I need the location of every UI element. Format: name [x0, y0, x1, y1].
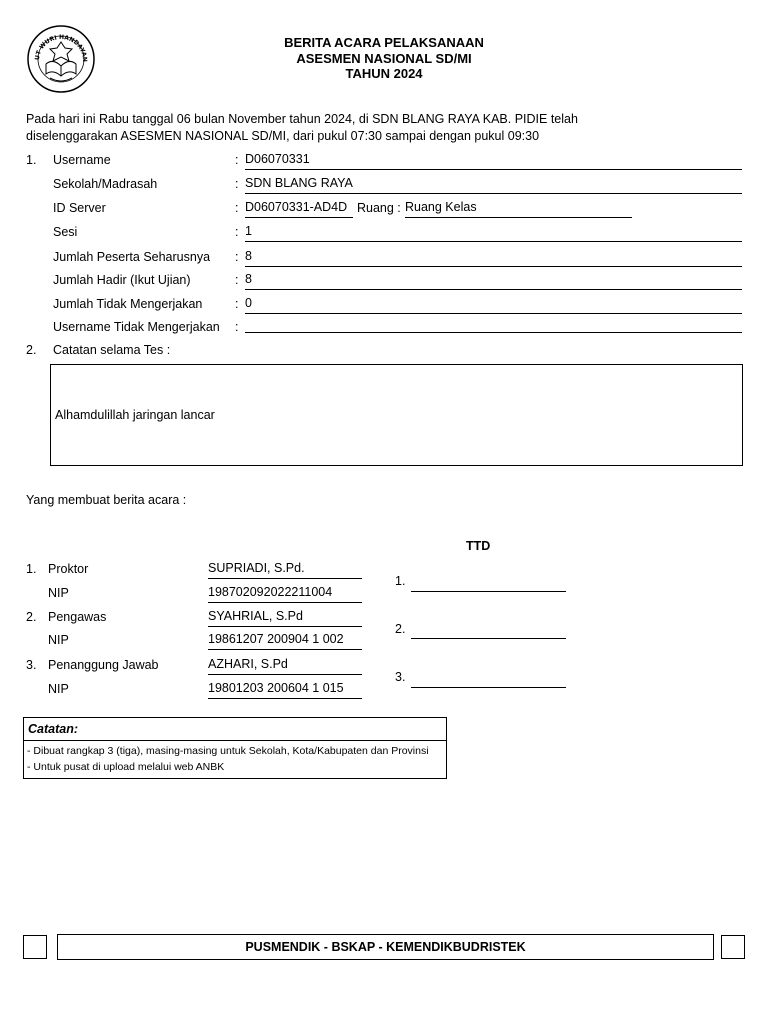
signer-3-nip-label: NIP [48, 682, 69, 696]
colon: : [235, 201, 239, 215]
label-id-server: ID Server [53, 201, 106, 215]
colon: : [235, 250, 239, 264]
ttd-3-signature-line [411, 687, 566, 688]
signer-3-name: AZHARI, S.Pd [208, 657, 362, 675]
label-sekolah: Sekolah/Madrasah [53, 177, 158, 191]
title-line-2: ASESMEN NASIONAL SD/MI [296, 51, 472, 66]
signers-intro: Yang membuat berita acara : [26, 493, 187, 507]
intro-line-1: Pada hari ini Rabu tanggal 06 bulan November tahun 2024, di SDN BLANG RAYA KAB. PIDIE telah [26, 112, 578, 126]
value-id-server: D06070331-AD4D [245, 200, 353, 218]
signer-1-nip: 198702092022211004 [208, 585, 362, 603]
value-sesi: 1 [245, 224, 742, 242]
signer-1-number: 1. [26, 562, 37, 576]
catatan-line-1: - Dibuat rangkap 3 (tiga), masing-masing untuk Sekolah, Kota/Kabupaten dan Provinsi [27, 745, 429, 757]
colon: : [235, 153, 239, 167]
value-jumlah-peserta: 8 [245, 249, 742, 267]
label-jumlah-hadir: Jumlah Hadir (Ikut Ujian) [53, 273, 191, 287]
label-username: Username [53, 153, 111, 167]
ttd-2-signature-line [411, 638, 566, 639]
colon: : [235, 297, 239, 311]
signer-3-number: 3. [26, 658, 37, 672]
catatan-title: Catatan: [24, 718, 446, 741]
signer-2-role: Pengawas [48, 610, 107, 624]
ttd-1-number: 1. [395, 574, 406, 588]
colon: : [235, 177, 239, 191]
intro-line-2: diselenggarakan ASESMEN NASIONAL SD/MI, dari pukul 07:30 sampai dengan pukul 09:30 [26, 129, 540, 143]
notes-text: Alhamdulillah jaringan lancar [55, 408, 215, 422]
label-jumlah-tidak-mengerjakan: Jumlah Tidak Mengerjakan [53, 297, 203, 311]
signer-3-nip: 19801203 200604 1 015 [208, 681, 362, 699]
value-jumlah-tidak-mengerjakan: 0 [245, 296, 742, 314]
value-sekolah: SDN BLANG RAYA [245, 176, 742, 194]
label-ruang: Ruang : [357, 201, 401, 215]
section-2-number: 2. [26, 343, 37, 357]
signer-2-number: 2. [26, 610, 37, 624]
value-jumlah-hadir: 8 [245, 272, 742, 290]
ttd-label: TTD [466, 539, 491, 553]
value-ruang: Ruang Kelas [405, 200, 632, 218]
catatan-box [23, 717, 447, 779]
notes-box [50, 364, 743, 466]
title-line-1: BERITA ACARA PELAKSANAAN [284, 35, 484, 50]
label-catatan-tes: Catatan selama Tes : [53, 343, 171, 357]
section-1-number: 1. [26, 153, 37, 167]
value-username: D06070331 [245, 152, 742, 170]
colon: : [235, 320, 239, 334]
colon: : [235, 225, 239, 239]
label-sesi: Sesi [53, 225, 78, 239]
title-line-3: TAHUN 2024 [345, 66, 423, 81]
label-username-tidak-mengerjakan: Username Tidak Mengerjakan [53, 320, 220, 334]
ttd-3-number: 3. [395, 670, 406, 684]
svg-text:TUT WURI HANDAYANI: UT WURI HANDAYAN [33, 33, 89, 63]
label-jumlah-peserta: Jumlah Peserta Seharusnya [53, 250, 211, 264]
signer-2-nip-label: NIP [48, 633, 69, 647]
ttd-1-signature-line [411, 591, 566, 592]
footer-left-box [23, 935, 47, 959]
signer-1-role: Proktor [48, 562, 89, 576]
catatan-line-2: - Untuk pusat di upload melalui web ANBK [27, 761, 225, 773]
ttd-2-number: 2. [395, 622, 406, 636]
signer-1-name: SUPRIADI, S.Pd. [208, 561, 362, 579]
footer-banner: PUSMENDIK - BSKAP - KEMENDIKBUDRISTEK [57, 934, 714, 960]
signer-1-nip-label: NIP [48, 586, 69, 600]
signer-2-nip: 19861207 200904 1 002 [208, 632, 362, 650]
footer-right-box [721, 935, 745, 959]
value-username-tidak-mengerjakan [245, 315, 742, 333]
colon: : [235, 273, 239, 287]
signer-3-role: Penanggung Jawab [48, 658, 159, 672]
signer-2-name: SYAHRIAL, S.Pd [208, 609, 362, 627]
